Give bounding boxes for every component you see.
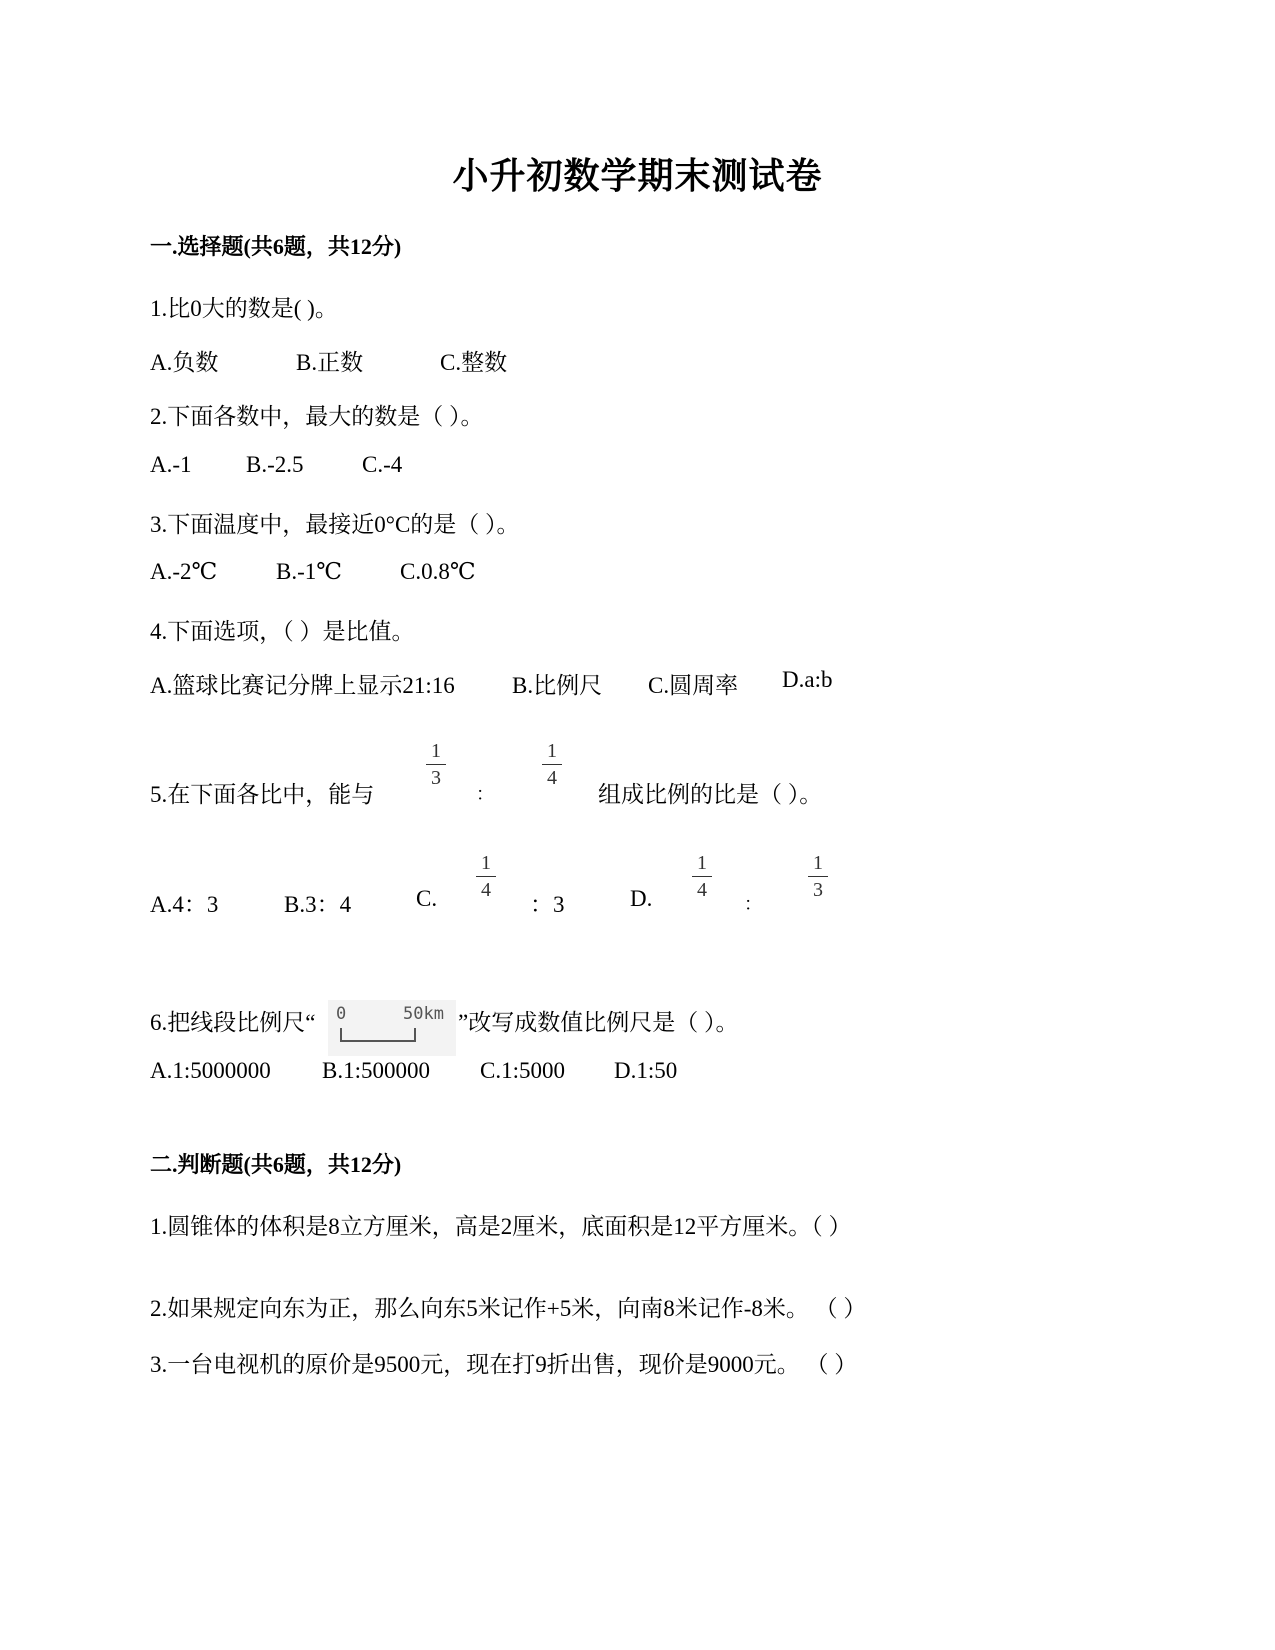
option-b: B.3：4 <box>284 892 352 917</box>
option-d-fraction-1: 1 4 <box>690 852 714 901</box>
fraction-one-quarter: 1 4 <box>540 740 564 789</box>
option-a: A.-2℃ <box>150 559 218 584</box>
section-heading-true-false: 二.判断题(共6题，共12分) <box>150 1152 402 1177</box>
section-heading-choice: 一.选择题(共6题，共12分) <box>150 234 402 259</box>
question-3-text: 3.下面温度中，最接近0°C的是（ ）。 <box>150 512 520 537</box>
option-b: B.-2.5 <box>246 452 304 477</box>
option-d-prefix: D. <box>630 886 653 911</box>
option-c: C.整数 <box>440 350 508 375</box>
ratio-colon: ： <box>476 784 494 804</box>
question-1-text: 1.比0大的数是( )。 <box>150 296 338 321</box>
option-b: B.-1℃ <box>276 559 342 584</box>
question-2-options <box>150 452 1150 482</box>
option-d: D.a:b <box>782 667 833 692</box>
line-scale-image <box>328 1000 456 1056</box>
option-c-prefix: C. <box>416 886 438 911</box>
option-c-fraction: 1 4 <box>474 852 498 901</box>
question-4-text: 4.下面选项，（ ）是比值。 <box>150 619 415 644</box>
option-a: A.篮球比赛记分牌上显示21:16 <box>150 673 455 698</box>
option-d-fraction-2: 1 3 <box>806 852 830 901</box>
option-c: C.0.8℃ <box>400 559 476 584</box>
page-title: 小升初数学期末测试卷 <box>452 156 823 196</box>
question-6-options <box>150 1058 1150 1088</box>
judgment-item-3: 3.一台电视机的原价是9500元，现在打9折出售，现价是9000元。 （ ） <box>150 1352 858 1377</box>
question-2-text: 2.下面各数中，最大的数是（ ）。 <box>150 404 484 429</box>
question-6-prefix: 6.把线段比例尺“ <box>150 1010 316 1035</box>
scale-end-label: 50km <box>403 1004 444 1024</box>
option-c: C.-4 <box>362 452 403 477</box>
option-a: A.1:5000000 <box>150 1058 271 1083</box>
option-d: D.1:50 <box>614 1058 678 1083</box>
fraction-one-third: 1 3 <box>424 740 448 789</box>
option-c: C.圆周率 <box>648 673 739 698</box>
judgment-item-2: 2.如果规定向东为正，那么向东5米记作+5米，向南8米记作-8米。 （ ） <box>150 1296 867 1321</box>
option-a: A.-1 <box>150 452 192 477</box>
option-b: B.比例尺 <box>512 673 603 698</box>
option-d-colon: ： <box>744 894 762 914</box>
judgment-item-1: 1.圆锥体的体积是8立方厘米，高是2厘米，底面积是12平方厘米。（ ） <box>150 1214 852 1239</box>
option-b: B.1:500000 <box>322 1058 430 1083</box>
question-6-suffix: ”改写成数值比例尺是（ ）。 <box>458 1010 739 1035</box>
option-c: C.1:5000 <box>480 1058 565 1083</box>
scale-start-label: 0 <box>336 1004 347 1024</box>
question-1-options <box>150 344 1150 374</box>
question-5-suffix: 组成比例的比是（ ）。 <box>598 782 823 807</box>
option-b: B.正数 <box>296 350 364 375</box>
question-5-prefix: 5.在下面各比中，能与 <box>150 782 375 807</box>
option-a: A.4：3 <box>150 892 219 917</box>
option-c-suffix: ：3 <box>530 892 565 917</box>
question-3-options <box>150 559 1150 589</box>
option-a: A.负数 <box>150 350 219 375</box>
question-4-options <box>150 667 1150 697</box>
